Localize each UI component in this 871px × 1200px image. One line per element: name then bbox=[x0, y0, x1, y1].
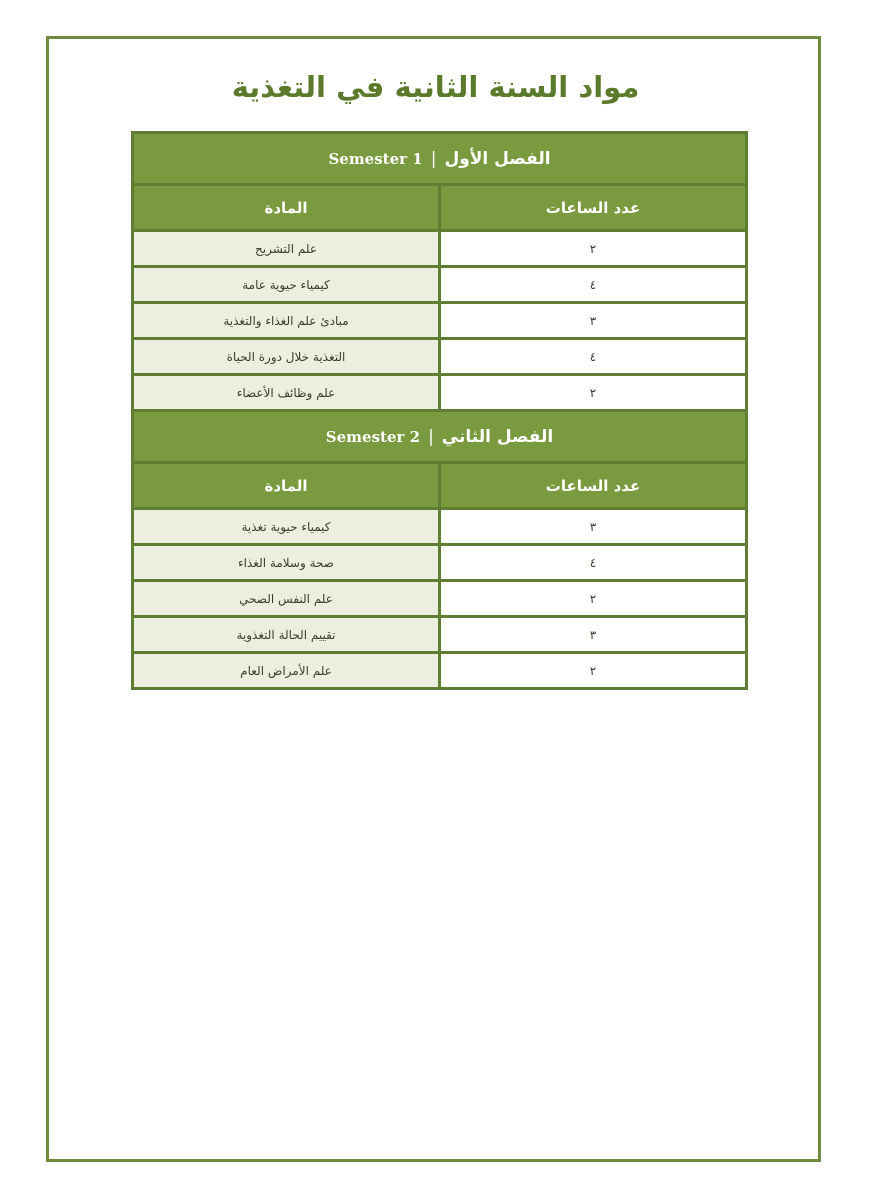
semester-2-column-header-row bbox=[133, 463, 747, 509]
hours-cell: ٢ bbox=[440, 653, 747, 689]
table-row bbox=[133, 509, 747, 545]
semester-2-header-row bbox=[133, 411, 747, 463]
table-row bbox=[133, 231, 747, 267]
semester-2-label-ar: الفصل الثاني bbox=[441, 426, 554, 447]
semester-1-label-en: Semester 1 bbox=[328, 149, 423, 168]
subject-column-header: المادة bbox=[133, 463, 440, 509]
hours-cell: ٢ bbox=[440, 375, 747, 411]
hours-cell: ٤ bbox=[440, 267, 747, 303]
table-row bbox=[133, 303, 747, 339]
subject-cell: تقييم الحالة التغذوية bbox=[133, 617, 440, 653]
hours-cell: ٤ bbox=[440, 339, 747, 375]
page-title: مواد السنة الثانية في التغذية bbox=[231, 70, 640, 104]
hours-column-header: عدد الساعات bbox=[440, 463, 747, 509]
hours-cell: ٣ bbox=[440, 303, 747, 339]
table-row bbox=[133, 617, 747, 653]
semester-1-separator: | bbox=[430, 148, 437, 169]
courses-table-container bbox=[131, 131, 748, 690]
table-row bbox=[133, 653, 747, 689]
subject-cell: مبادئ علم الغذاء والتغذية bbox=[133, 303, 440, 339]
hours-cell: ٢ bbox=[440, 231, 747, 267]
hours-cell: ٢ bbox=[440, 581, 747, 617]
hours-column-header: عدد الساعات bbox=[440, 185, 747, 231]
table-row bbox=[133, 545, 747, 581]
table-row bbox=[133, 339, 747, 375]
hours-cell: ٣ bbox=[440, 509, 747, 545]
semester-2-header bbox=[133, 411, 747, 463]
semester-1-header-row bbox=[133, 133, 747, 185]
subject-cell: علم وظائف الأعضاء bbox=[133, 375, 440, 411]
subject-cell: صحة وسلامة الغذاء bbox=[133, 545, 440, 581]
courses-table bbox=[131, 131, 748, 690]
subject-cell: كيمياء حيوية عامة bbox=[133, 267, 440, 303]
subject-cell: التغذية خلال دورة الحياة bbox=[133, 339, 440, 375]
semester-2-separator: | bbox=[428, 426, 434, 447]
subject-cell: علم الأمراض العام bbox=[133, 653, 440, 689]
semester-1-header bbox=[133, 133, 747, 185]
subject-column-header: المادة bbox=[133, 185, 440, 231]
semester-1-column-header-row bbox=[133, 185, 747, 231]
subject-cell: علم النفس الصحي bbox=[133, 581, 440, 617]
hours-cell: ٣ bbox=[440, 617, 747, 653]
semester-2-label-en: Semester 2 bbox=[325, 427, 421, 446]
table-row bbox=[133, 581, 747, 617]
table-row bbox=[133, 267, 747, 303]
hours-cell: ٤ bbox=[440, 545, 747, 581]
subject-cell: كيمياء حيوية تغذية bbox=[133, 509, 440, 545]
table-row bbox=[133, 375, 747, 411]
subject-cell: علم التشريح bbox=[133, 231, 440, 267]
semester-1-label-ar: الفصل الأول bbox=[444, 148, 551, 169]
